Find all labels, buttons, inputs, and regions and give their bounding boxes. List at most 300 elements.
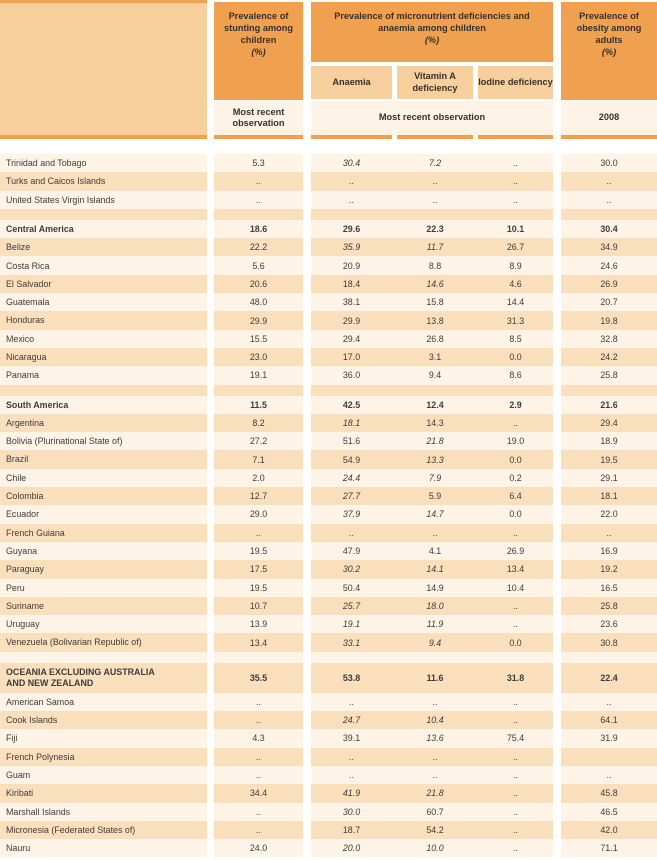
table-body <box>0 154 657 857</box>
column-gap <box>553 209 561 220</box>
micronutrient-values <box>311 366 553 384</box>
table-row <box>0 330 657 348</box>
spacer-row <box>0 652 657 663</box>
obesity-value: 42.0 <box>561 821 657 839</box>
stunting-value: 24.0 <box>214 839 303 857</box>
column-gap <box>207 414 214 432</box>
micronutrient-values <box>311 450 553 468</box>
column-gap <box>553 711 561 729</box>
obesity-value <box>561 209 657 220</box>
vitamin-a-value: 18.0 <box>397 597 473 615</box>
iodine-value: .. <box>478 821 553 839</box>
spacer-row <box>0 385 657 396</box>
country-label: Suriname <box>0 597 207 615</box>
vitamin-a-value: 11.6 <box>397 663 473 693</box>
column-gap <box>303 293 311 311</box>
country-label: American Samoa <box>0 693 207 711</box>
table-row <box>0 487 657 505</box>
column-gap <box>553 154 561 172</box>
iodine-value: 31.3 <box>478 311 553 329</box>
stunting-value: 17.5 <box>214 560 303 578</box>
column-header-obesity <box>561 2 657 100</box>
column-gap <box>207 191 214 209</box>
column-gap <box>553 238 561 256</box>
column-gap <box>207 505 214 523</box>
stunting-title: Prevalence of stunting among children <box>224 11 293 45</box>
micronutrient-values <box>311 154 553 172</box>
iodine-value: 8.9 <box>478 256 553 274</box>
micronutrient-values <box>311 469 553 487</box>
table-row <box>0 615 657 633</box>
country-label: United States Virgin Islands <box>0 191 207 209</box>
country-label: Kiribati <box>0 784 207 802</box>
anaemia-value: 53.8 <box>311 663 392 693</box>
anaemia-value <box>311 652 392 663</box>
stunting-value: 29.9 <box>214 311 303 329</box>
table-row <box>0 784 657 802</box>
column-gap <box>553 597 561 615</box>
vitamin-a-value: 11.9 <box>397 615 473 633</box>
subcolumn-header-iodine: Iodine deficiency <box>478 66 553 99</box>
table-row <box>0 579 657 597</box>
column-gap <box>303 597 311 615</box>
column-gap <box>303 542 311 560</box>
micronutrient-values <box>311 191 553 209</box>
iodine-value: 8.6 <box>478 366 553 384</box>
table-row <box>0 256 657 274</box>
column-gap <box>207 366 214 384</box>
period-stunting: Most recent observation <box>214 101 303 135</box>
country-label: Micronesia (Federated States of) <box>0 821 207 839</box>
vitamin-a-value: 26.8 <box>397 330 473 348</box>
micronutrient-values <box>311 220 553 238</box>
vitamin-a-value: 13.6 <box>397 729 473 747</box>
column-gap <box>207 220 214 238</box>
column-gap <box>303 579 311 597</box>
column-gap <box>553 560 561 578</box>
column-gap <box>553 663 561 693</box>
vitamin-a-value: .. <box>397 748 473 766</box>
anaemia-value: 30.2 <box>311 560 392 578</box>
column-gap <box>553 579 561 597</box>
vitamin-a-value: 21.8 <box>397 784 473 802</box>
stunting-value: 48.0 <box>214 293 303 311</box>
column-gap <box>207 663 214 693</box>
micronutrient-title: Prevalence of micronutrient deficiencies and anaemia among children <box>334 11 530 33</box>
vitamin-a-value: 60.7 <box>397 803 473 821</box>
column-gap <box>553 652 561 663</box>
column-gap <box>207 784 214 802</box>
micronutrient-values <box>311 311 553 329</box>
country-label: Honduras <box>0 311 207 329</box>
micronutrient-values <box>311 839 553 857</box>
micronutrient-values <box>311 275 553 293</box>
stunting-value: .. <box>214 191 303 209</box>
iodine-value: 19.0 <box>478 432 553 450</box>
micronutrient-values <box>311 330 553 348</box>
column-gap <box>303 803 311 821</box>
column-gap <box>303 209 311 220</box>
iodine-value: 0.0 <box>478 633 553 651</box>
column-gap <box>207 238 214 256</box>
anaemia-value: 33.1 <box>311 633 392 651</box>
column-gap <box>207 256 214 274</box>
obesity-value: .. <box>561 191 657 209</box>
vitamin-a-value: 12.4 <box>397 396 473 414</box>
vitamin-a-value <box>397 385 473 396</box>
column-gap <box>553 311 561 329</box>
column-gap <box>303 729 311 747</box>
table-row <box>0 597 657 615</box>
iodine-value: 14.4 <box>478 293 553 311</box>
micronutrient-values <box>311 597 553 615</box>
table-row <box>0 293 657 311</box>
column-gap <box>207 396 214 414</box>
column-gap <box>553 766 561 784</box>
vitamin-a-value: 10.0 <box>397 839 473 857</box>
obesity-value: 64.1 <box>561 711 657 729</box>
anaemia-value: .. <box>311 191 392 209</box>
micronutrient-values <box>311 414 553 432</box>
column-gap <box>303 238 311 256</box>
stunting-value <box>214 385 303 396</box>
table-row <box>0 238 657 256</box>
table-header <box>0 0 657 154</box>
country-label: Guatemala <box>0 293 207 311</box>
column-gap <box>303 275 311 293</box>
table-row <box>0 432 657 450</box>
anaemia-value: 51.6 <box>311 432 392 450</box>
anaemia-value: .. <box>311 524 392 542</box>
obesity-value: 29.1 <box>561 469 657 487</box>
column-gap <box>553 256 561 274</box>
column-gap <box>207 597 214 615</box>
country-label: Belize <box>0 238 207 256</box>
column-gap <box>303 652 311 663</box>
column-gap <box>303 330 311 348</box>
table-row <box>0 172 657 190</box>
stunting-value: 18.6 <box>214 220 303 238</box>
header-rule <box>311 135 392 139</box>
iodine-value: .. <box>478 711 553 729</box>
iodine-value: 75.4 <box>478 729 553 747</box>
table-row <box>0 663 657 693</box>
column-gap <box>207 293 214 311</box>
column-gap <box>207 839 214 857</box>
column-gap <box>553 615 561 633</box>
vitamin-a-value: 7.2 <box>397 154 473 172</box>
obesity-value: 32.8 <box>561 330 657 348</box>
column-gap <box>207 432 214 450</box>
iodine-value: 10.1 <box>478 220 553 238</box>
column-gap <box>553 693 561 711</box>
anaemia-value: 50.4 <box>311 579 392 597</box>
vitamin-a-value: 9.4 <box>397 366 473 384</box>
country-label: French Polynesia <box>0 748 207 766</box>
stunting-value: .. <box>214 748 303 766</box>
table-row <box>0 220 657 238</box>
country-label: Mexico <box>0 330 207 348</box>
stunting-value: 23.0 <box>214 348 303 366</box>
stunting-value: .. <box>214 803 303 821</box>
column-gap <box>303 711 311 729</box>
stunting-value: 19.1 <box>214 366 303 384</box>
obesity-value: 30.0 <box>561 154 657 172</box>
stunting-value: 20.6 <box>214 275 303 293</box>
stunting-value: 5.6 <box>214 256 303 274</box>
obesity-value <box>561 748 657 766</box>
stunting-value: 35.5 <box>214 663 303 693</box>
header-rule <box>214 135 303 139</box>
column-gap <box>553 450 561 468</box>
micronutrient-values <box>311 487 553 505</box>
column-gap <box>207 803 214 821</box>
country-label: Guyana <box>0 542 207 560</box>
obesity-value: 25.8 <box>561 366 657 384</box>
column-gap <box>303 154 311 172</box>
vitamin-a-value: 14.1 <box>397 560 473 578</box>
obesity-value <box>561 652 657 663</box>
stunting-value: 12.7 <box>214 487 303 505</box>
vitamin-a-value: .. <box>397 524 473 542</box>
column-gap <box>207 330 214 348</box>
iodine-value: 26.9 <box>478 542 553 560</box>
iodine-value: 0.0 <box>478 505 553 523</box>
column-gap <box>207 748 214 766</box>
obesity-value: .. <box>561 693 657 711</box>
country-label: Nauru <box>0 839 207 857</box>
country-label: OCEANIA EXCLUDING AUSTRALIA AND NEW ZEALAND <box>0 663 207 693</box>
micronutrient-values <box>311 784 553 802</box>
stunting-value: 34.4 <box>214 784 303 802</box>
iodine-value: .. <box>478 172 553 190</box>
stunting-value: 19.5 <box>214 579 303 597</box>
micronutrient-values <box>311 615 553 633</box>
vitamin-a-value: 3.1 <box>397 348 473 366</box>
vitamin-a-value: .. <box>397 191 473 209</box>
vitamin-a-value: 10.4 <box>397 711 473 729</box>
iodine-value: .. <box>478 154 553 172</box>
column-gap <box>553 633 561 651</box>
obesity-value: 34.9 <box>561 238 657 256</box>
country-label: Nicaragua <box>0 348 207 366</box>
column-gap <box>207 524 214 542</box>
anaemia-value: 36.0 <box>311 366 392 384</box>
table-row <box>0 542 657 560</box>
anaemia-value: 37.9 <box>311 505 392 523</box>
iodine-value: 26.7 <box>478 238 553 256</box>
obesity-value: 46.5 <box>561 803 657 821</box>
header-rule <box>478 135 553 139</box>
stunting-value: 7.1 <box>214 450 303 468</box>
spacer-row <box>0 209 657 220</box>
iodine-value: .. <box>478 191 553 209</box>
obesity-value: 24.6 <box>561 256 657 274</box>
iodine-value: 2.9 <box>478 396 553 414</box>
stunting-value: .. <box>214 524 303 542</box>
vitamin-a-value: .. <box>397 766 473 784</box>
country-label: Trinidad and Tobago <box>0 154 207 172</box>
column-gap <box>303 432 311 450</box>
table-row <box>0 469 657 487</box>
anaemia-value: 54.9 <box>311 450 392 468</box>
column-gap <box>303 663 311 693</box>
column-gap <box>303 469 311 487</box>
column-gap <box>553 275 561 293</box>
column-gap <box>303 450 311 468</box>
micronutrient-values <box>311 505 553 523</box>
vitamin-a-value: .. <box>397 172 473 190</box>
obesity-value: 29.4 <box>561 414 657 432</box>
column-gap <box>553 366 561 384</box>
stunting-value: 15.5 <box>214 330 303 348</box>
anaemia-value: 20.0 <box>311 839 392 857</box>
stunting-value: .. <box>214 821 303 839</box>
obesity-value <box>561 385 657 396</box>
column-gap <box>553 505 561 523</box>
micronutrient-values <box>311 729 553 747</box>
column-gap <box>207 652 214 663</box>
micronutrient-values <box>311 385 553 396</box>
column-gap <box>303 414 311 432</box>
obesity-value: 18.1 <box>561 487 657 505</box>
column-gap <box>207 615 214 633</box>
column-gap <box>303 693 311 711</box>
vitamin-a-value: 8.8 <box>397 256 473 274</box>
vitamin-a-value: 22.3 <box>397 220 473 238</box>
anaemia-value: .. <box>311 766 392 784</box>
stunting-value <box>214 652 303 663</box>
vitamin-a-value: 54.2 <box>397 821 473 839</box>
column-gap <box>303 524 311 542</box>
stunting-value: 8.2 <box>214 414 303 432</box>
column-header-stunting <box>214 2 303 100</box>
header-rule <box>0 135 207 139</box>
anaemia-value: .. <box>311 693 392 711</box>
column-gap <box>207 711 214 729</box>
vitamin-a-value: 14.7 <box>397 505 473 523</box>
column-gap <box>553 821 561 839</box>
anaemia-value: 27.7 <box>311 487 392 505</box>
iodine-value: .. <box>478 597 553 615</box>
column-gap <box>207 154 214 172</box>
column-gap <box>207 766 214 784</box>
table-row <box>0 348 657 366</box>
obesity-value: .. <box>561 172 657 190</box>
country-label: Brazil <box>0 450 207 468</box>
stunting-value <box>214 209 303 220</box>
anaemia-value: 30.0 <box>311 803 392 821</box>
iodine-value: .. <box>478 524 553 542</box>
iodine-value: 0.2 <box>478 469 553 487</box>
column-gap <box>303 191 311 209</box>
column-gap <box>207 469 214 487</box>
stunting-value: 10.7 <box>214 597 303 615</box>
anaemia-value: 20.9 <box>311 256 392 274</box>
micronutrient-values <box>311 209 553 220</box>
anaemia-value: 30.4 <box>311 154 392 172</box>
vitamin-a-value: 11.7 <box>397 238 473 256</box>
column-gap <box>207 275 214 293</box>
vitamin-a-value <box>397 652 473 663</box>
micronutrient-values <box>311 396 553 414</box>
obesity-value: 19.5 <box>561 450 657 468</box>
country-label: Uruguay <box>0 615 207 633</box>
country-label: Bolivia (Plurinational State of) <box>0 432 207 450</box>
table-row <box>0 414 657 432</box>
column-gap <box>303 748 311 766</box>
country-label: Marshall Islands <box>0 803 207 821</box>
micronutrient-values <box>311 663 553 693</box>
anaemia-value: .. <box>311 172 392 190</box>
stunting-value: 22.2 <box>214 238 303 256</box>
obesity-value: 30.4 <box>561 220 657 238</box>
obesity-value: 20.7 <box>561 293 657 311</box>
micronutrient-values <box>311 524 553 542</box>
iodine-value: .. <box>478 803 553 821</box>
country-label: Cook Islands <box>0 711 207 729</box>
stunting-value: .. <box>214 711 303 729</box>
vitamin-a-value: 21.8 <box>397 432 473 450</box>
column-header-micronutrient <box>311 2 553 62</box>
obesity-value: 16.5 <box>561 579 657 597</box>
micronutrient-unit: (%) <box>424 34 440 45</box>
obesity-value: 25.8 <box>561 597 657 615</box>
anaemia-value: 41.9 <box>311 784 392 802</box>
period-obesity: 2008 <box>561 101 657 135</box>
obesity-value: 23.6 <box>561 615 657 633</box>
anaemia-value: 18.7 <box>311 821 392 839</box>
stunting-value: 4.3 <box>214 729 303 747</box>
stunting-value: 5.3 <box>214 154 303 172</box>
anaemia-value: 42.5 <box>311 396 392 414</box>
column-gap <box>303 505 311 523</box>
anaemia-value: 35.9 <box>311 238 392 256</box>
iodine-value <box>478 209 553 220</box>
country-label: Paraguay <box>0 560 207 578</box>
subcolumn-header-anaemia: Anaemia <box>311 66 392 99</box>
micronutrient-values <box>311 542 553 560</box>
micronutrient-values <box>311 633 553 651</box>
subcolumn-header-vitamin-a: Vitamin A deficiency <box>397 66 473 99</box>
country-label: Costa Rica <box>0 256 207 274</box>
table-row <box>0 191 657 209</box>
iodine-value: .. <box>478 414 553 432</box>
column-gap <box>553 432 561 450</box>
micronutrient-values <box>311 560 553 578</box>
anaemia-value: 25.7 <box>311 597 392 615</box>
obesity-value: 16.9 <box>561 542 657 560</box>
micronutrient-values <box>311 693 553 711</box>
obesity-value: 22.0 <box>561 505 657 523</box>
column-gap <box>553 396 561 414</box>
stunting-value: 2.0 <box>214 469 303 487</box>
country-column-header-spacer <box>0 0 207 135</box>
table-row <box>0 821 657 839</box>
column-gap <box>553 220 561 238</box>
column-gap <box>553 385 561 396</box>
country-label: Ecuador <box>0 505 207 523</box>
table-row <box>0 839 657 857</box>
table-row <box>0 396 657 414</box>
column-gap <box>303 311 311 329</box>
country-label: Venezuela (Bolivarian Republic of) <box>0 633 207 651</box>
table-row <box>0 748 657 766</box>
country-label: Peru <box>0 579 207 597</box>
column-gap <box>303 766 311 784</box>
obesity-value: 21.6 <box>561 396 657 414</box>
vitamin-a-value: 7.9 <box>397 469 473 487</box>
